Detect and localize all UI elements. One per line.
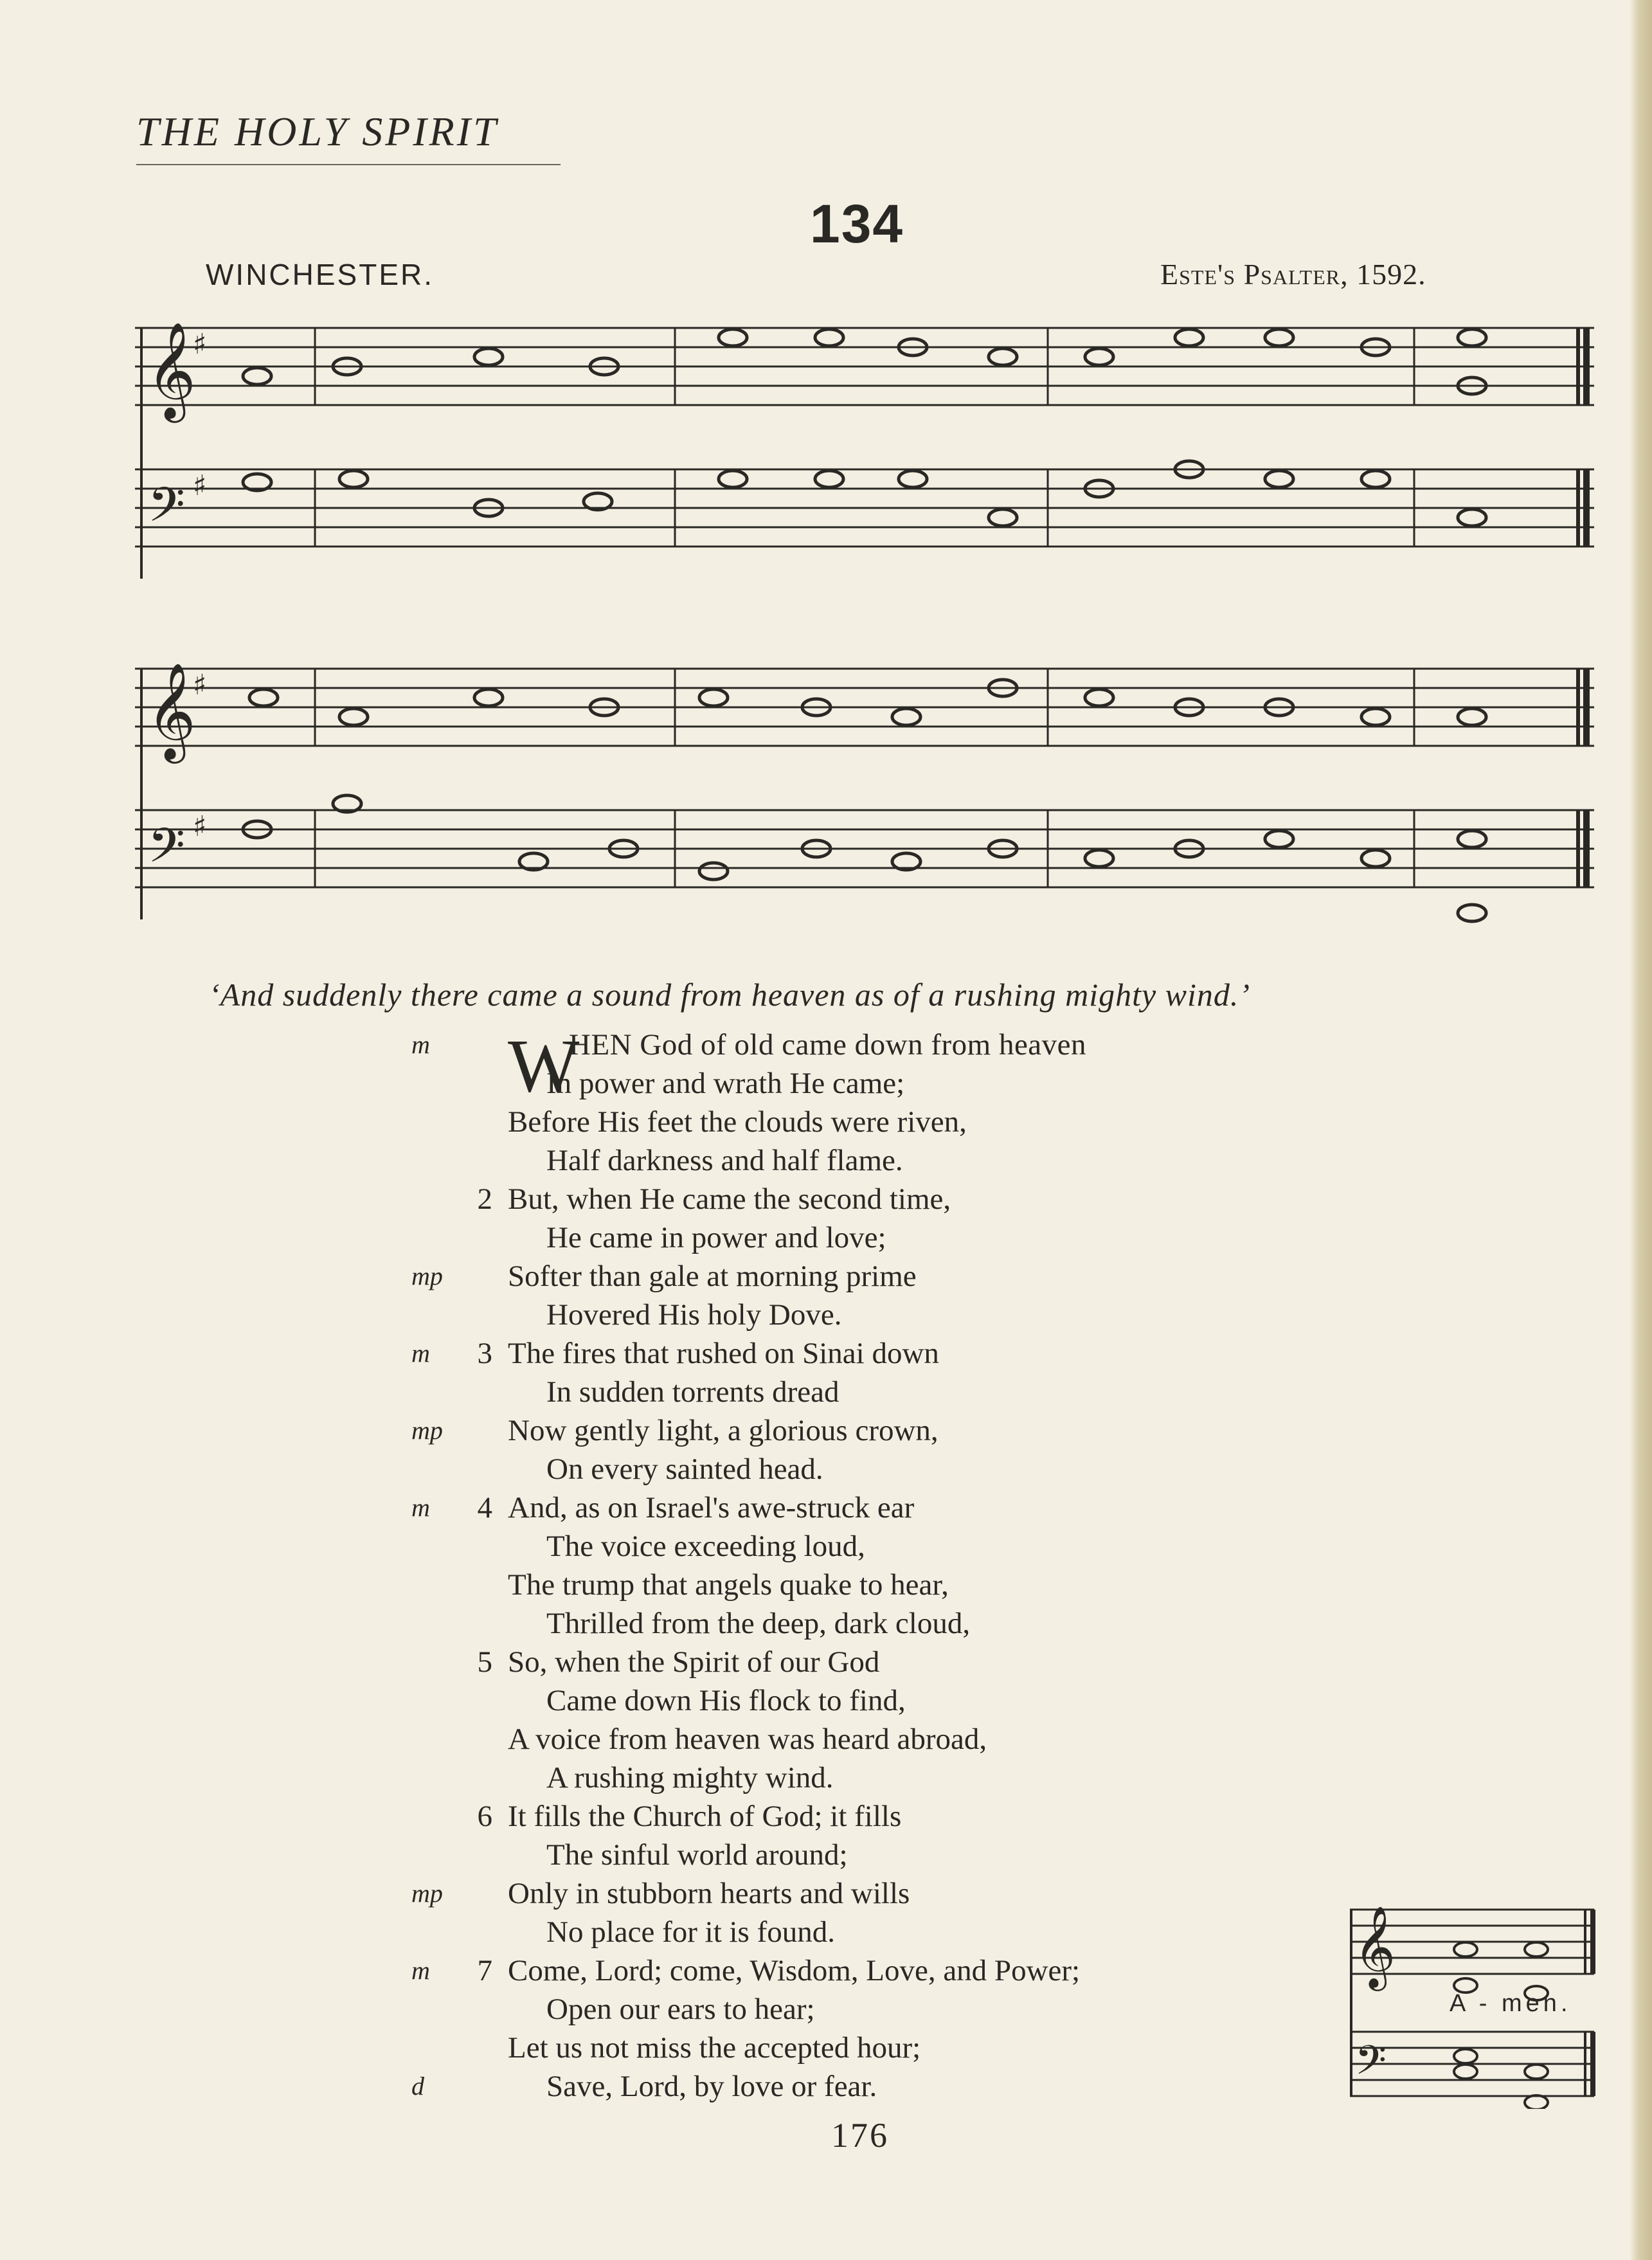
- verse-line: [411, 1566, 1311, 1604]
- verse-text: Now gently light, a glorious crown,: [508, 1414, 938, 1447]
- verse-line: [411, 1411, 1311, 1450]
- verse-text: On every sainted head.: [546, 1452, 823, 1486]
- verse-text: He came in power and love;: [546, 1221, 886, 1254]
- verse-text: Half darkness and half flame.: [546, 1144, 903, 1177]
- epigraph: ‘And suddenly there came a sound from heaven as of a rushing mighty wind.’: [209, 977, 1251, 1013]
- verse-text: Save, Lord, by love or fear.: [546, 2070, 877, 2103]
- verse-number: 7: [477, 1954, 492, 1987]
- score-staves-1: [135, 309, 1594, 592]
- verse-text: In power and wrath He came;: [546, 1067, 905, 1100]
- header-rule: [136, 164, 561, 165]
- verse-line: [411, 1951, 1311, 1990]
- verse-line: [411, 1257, 1311, 1296]
- verse-text: The voice exceeding loud,: [546, 1530, 865, 1563]
- svg-text:𝄢: 𝄢: [148, 818, 185, 885]
- verse-line: [411, 2029, 1311, 2067]
- page-number: 176: [831, 2116, 889, 2155]
- verse-line: [411, 1720, 1311, 1758]
- verse-line: [411, 1373, 1311, 1411]
- verse-text: No place for it is found.: [546, 1915, 836, 1949]
- verse-text: Thrilled from the deep, dark cloud,: [546, 1607, 971, 1640]
- verse-line: [411, 1913, 1311, 1951]
- verse-text: In sudden torrents dread: [546, 1375, 839, 1409]
- verse-line: [411, 1836, 1311, 1874]
- verse-text: Softer than gale at morning prime: [508, 1260, 917, 1293]
- verse-text: And, as on Israel's awe-struck ear: [508, 1491, 915, 1524]
- verse-line: [411, 1643, 1311, 1681]
- dynamic-marking: mp: [411, 1261, 443, 1290]
- dynamic-marking: m: [411, 1493, 430, 1522]
- tune-attribution: Este's Psalter, 1592.: [1160, 258, 1426, 291]
- verse-text: Open our ears to hear;: [546, 1993, 815, 2026]
- hymn-text: [411, 1026, 1311, 2106]
- verse-text: Before His feet the clouds were riven,: [508, 1105, 967, 1139]
- verse-line: [411, 1141, 1311, 1180]
- svg-text:♯: ♯: [193, 810, 207, 843]
- verse-text: But, when He came the second time,: [508, 1182, 951, 1216]
- verse-text: So, when the Spirit of our God: [508, 1645, 880, 1679]
- dynamic-marking: m: [411, 1339, 430, 1368]
- verse-line: [411, 1874, 1311, 1913]
- verse-text: Came down His flock to find,: [546, 1684, 906, 1717]
- verse-text: A voice from heaven was heard abroad,: [508, 1722, 987, 1756]
- verse-text: Hovered His holy Dove.: [546, 1298, 842, 1332]
- verse-line: [411, 1990, 1311, 2029]
- svg-text:♯: ♯: [193, 469, 207, 502]
- verse-line: [411, 1604, 1311, 1643]
- verse-line: [411, 2067, 1311, 2106]
- music-system-1: [135, 309, 1594, 592]
- verse-text: HEN God of old came down from heaven: [569, 1028, 1087, 1062]
- svg-text:𝄞: 𝄞: [147, 662, 196, 759]
- verse-text: The sinful world around;: [546, 1838, 848, 1872]
- verse-number: 5: [477, 1645, 492, 1679]
- verse-text: Only in stubborn hearts and wills: [508, 1877, 910, 1910]
- verse-line: [411, 1064, 1311, 1103]
- verse-number: 4: [477, 1491, 492, 1524]
- dynamic-marking: m: [411, 1956, 430, 1985]
- verse-number: 2: [477, 1182, 492, 1216]
- svg-text:♯: ♯: [193, 328, 207, 361]
- verse-line: [411, 1758, 1311, 1797]
- dynamic-marking: mp: [411, 1879, 443, 1908]
- tune-name: WINCHESTER.: [206, 258, 434, 291]
- svg-text:𝄞: 𝄞: [1354, 1905, 1396, 1987]
- verse-text: A rushing mighty wind.: [546, 1761, 834, 1794]
- page-edge: [1630, 0, 1652, 2260]
- verse-text: Let us not miss the accepted hour;: [508, 2031, 921, 2065]
- verse-line: [411, 1103, 1311, 1141]
- svg-text:𝄢: 𝄢: [1355, 2036, 1387, 2093]
- verse-line: [411, 1450, 1311, 1488]
- verse-number: 6: [477, 1800, 492, 1833]
- verse-line: [411, 1681, 1311, 1720]
- amen-lyric: A - men.: [1450, 1990, 1572, 2017]
- verse-text: Come, Lord; come, Wisdom, Love, and Power;: [508, 1954, 1081, 1987]
- running-head: THE HOLY SPIRIT: [136, 109, 499, 154]
- dynamic-marking: d: [411, 2072, 424, 2101]
- dynamic-marking: m: [411, 1030, 430, 1059]
- verse-number: 3: [477, 1337, 492, 1370]
- hymn-number: 134: [810, 194, 904, 254]
- verse-line: [411, 1218, 1311, 1257]
- verse-line: [411, 1797, 1311, 1836]
- verse-text: The fires that rushed on Sinai down: [508, 1337, 939, 1370]
- verse-line: [411, 1334, 1311, 1373]
- dynamic-marking: mp: [411, 1416, 443, 1445]
- verse-line: [411, 1488, 1311, 1527]
- verse-line: [411, 1527, 1311, 1566]
- music-system-2: [135, 649, 1594, 932]
- verse-line: [411, 1296, 1311, 1334]
- drop-cap: W: [508, 1024, 580, 1108]
- svg-text:𝄢: 𝄢: [148, 477, 185, 545]
- verse-text: It fills the Church of God; it fills: [508, 1800, 902, 1833]
- verse-line: [411, 1026, 1311, 1064]
- svg-text:𝄞: 𝄞: [147, 321, 196, 419]
- svg-text:♯: ♯: [193, 669, 207, 701]
- score-staves-2: [135, 649, 1594, 932]
- verse-text: The trump that angels quake to hear,: [508, 1568, 949, 1602]
- verse-line: [411, 1180, 1311, 1218]
